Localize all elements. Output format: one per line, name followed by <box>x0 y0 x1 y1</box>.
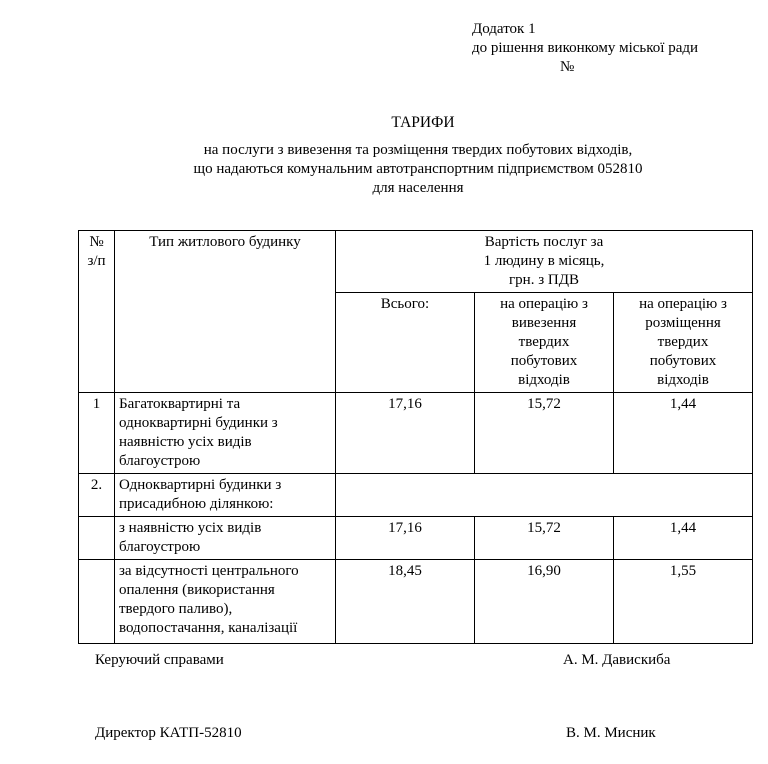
header-placement <box>614 293 753 393</box>
row-placement: 1,44 <box>614 517 753 560</box>
row-num: 1 <box>79 393 115 474</box>
row-type-line: наявністю усіх видів <box>119 434 252 450</box>
header-cost-group <box>336 231 753 293</box>
header-removal-line-3: твердих <box>518 334 570 350</box>
subtitle-line-2: що надаються комунальним автотранспортним підприємством 052810 <box>193 161 643 177</box>
annex-number: № <box>560 59 575 75</box>
document-subtitle <box>0 141 768 198</box>
header-removal-line-4: побутових <box>510 353 578 369</box>
row-type-line: твердого паливо), <box>119 601 233 617</box>
manager-title: Керуючий справами <box>95 652 224 668</box>
director-name: В. М. Мисник <box>566 725 656 741</box>
row-type-line: одноквартирні будинки з <box>119 415 278 431</box>
header-num-line-1: № <box>89 234 104 250</box>
row-num-empty <box>79 517 115 560</box>
row-placement: 1,55 <box>614 560 753 644</box>
header-num-line-2: з/п <box>87 253 106 269</box>
subtitle-line-1: на послуги з вивезення та розміщення твердих побутових відходів, <box>203 142 633 158</box>
row-total: 17,16 <box>336 517 475 560</box>
row-total: 18,45 <box>336 560 475 644</box>
annex-line-2: до рішення виконкому міської ради <box>472 40 699 56</box>
row-type-line: благоустрою <box>119 453 201 469</box>
tariffs-table <box>78 230 753 644</box>
row-type <box>115 474 336 517</box>
row-type-line: водопостачання, каналізації <box>119 620 298 636</box>
row-type-line: благоустрою <box>119 539 201 555</box>
header-placement-line-4: побутових <box>649 353 717 369</box>
header-cost-line-2: 1 людину в місяць, <box>483 253 605 269</box>
row-type-line: з наявністю усіх видів <box>119 520 262 536</box>
row-type <box>115 560 336 644</box>
row-total: 17,16 <box>336 393 475 474</box>
row-type-line: присадибною ділянкою: <box>119 496 274 512</box>
table-row <box>79 393 753 474</box>
row-removal: 15,72 <box>475 517 614 560</box>
row-num-empty <box>79 560 115 644</box>
header-cost-line-3: грн. з ПДВ <box>509 272 579 288</box>
header-placement-line-1: на операцію з <box>639 296 727 312</box>
subtitle-line-3: для населення <box>372 180 464 196</box>
row-removal: 15,72 <box>475 393 614 474</box>
annex-block <box>472 20 698 77</box>
header-num <box>79 231 115 393</box>
header-removal-line-2: вивезення <box>511 315 577 331</box>
header-type: Тип житлового будинку <box>115 231 336 393</box>
director-title: Директор КАТП-52810 <box>95 725 242 741</box>
annex-line-1: Додаток 1 <box>472 21 536 37</box>
header-placement-line-5: відходів <box>657 372 709 388</box>
header-placement-line-3: твердих <box>657 334 709 350</box>
row-empty-values <box>336 474 753 517</box>
row-type-line: Багатоквартирні та <box>119 396 241 412</box>
row-type <box>115 393 336 474</box>
row-removal: 16,90 <box>475 560 614 644</box>
row-type-line: за відсутності центрального <box>119 563 299 579</box>
row-type-line: Одноквартирні будинки з <box>119 477 282 493</box>
row-type <box>115 517 336 560</box>
header-removal-line-5: відходів <box>518 372 570 388</box>
row-num: 2. <box>79 474 115 517</box>
header-removal-line-1: на операцію з <box>500 296 588 312</box>
row-type-line: опалення (використання <box>119 582 275 598</box>
manager-name: А. М. Давискиба <box>563 652 671 668</box>
header-cost-line-1: Вартість послуг за <box>484 234 604 250</box>
header-placement-line-2: розміщення <box>645 315 721 331</box>
table-row <box>79 474 753 517</box>
document-title: ТАРИФИ <box>391 114 455 131</box>
table-row <box>79 517 753 560</box>
row-placement: 1,44 <box>614 393 753 474</box>
table-header-row <box>79 231 753 293</box>
header-removal <box>475 293 614 393</box>
header-total: Всього: <box>336 293 475 393</box>
table-row <box>79 560 753 644</box>
